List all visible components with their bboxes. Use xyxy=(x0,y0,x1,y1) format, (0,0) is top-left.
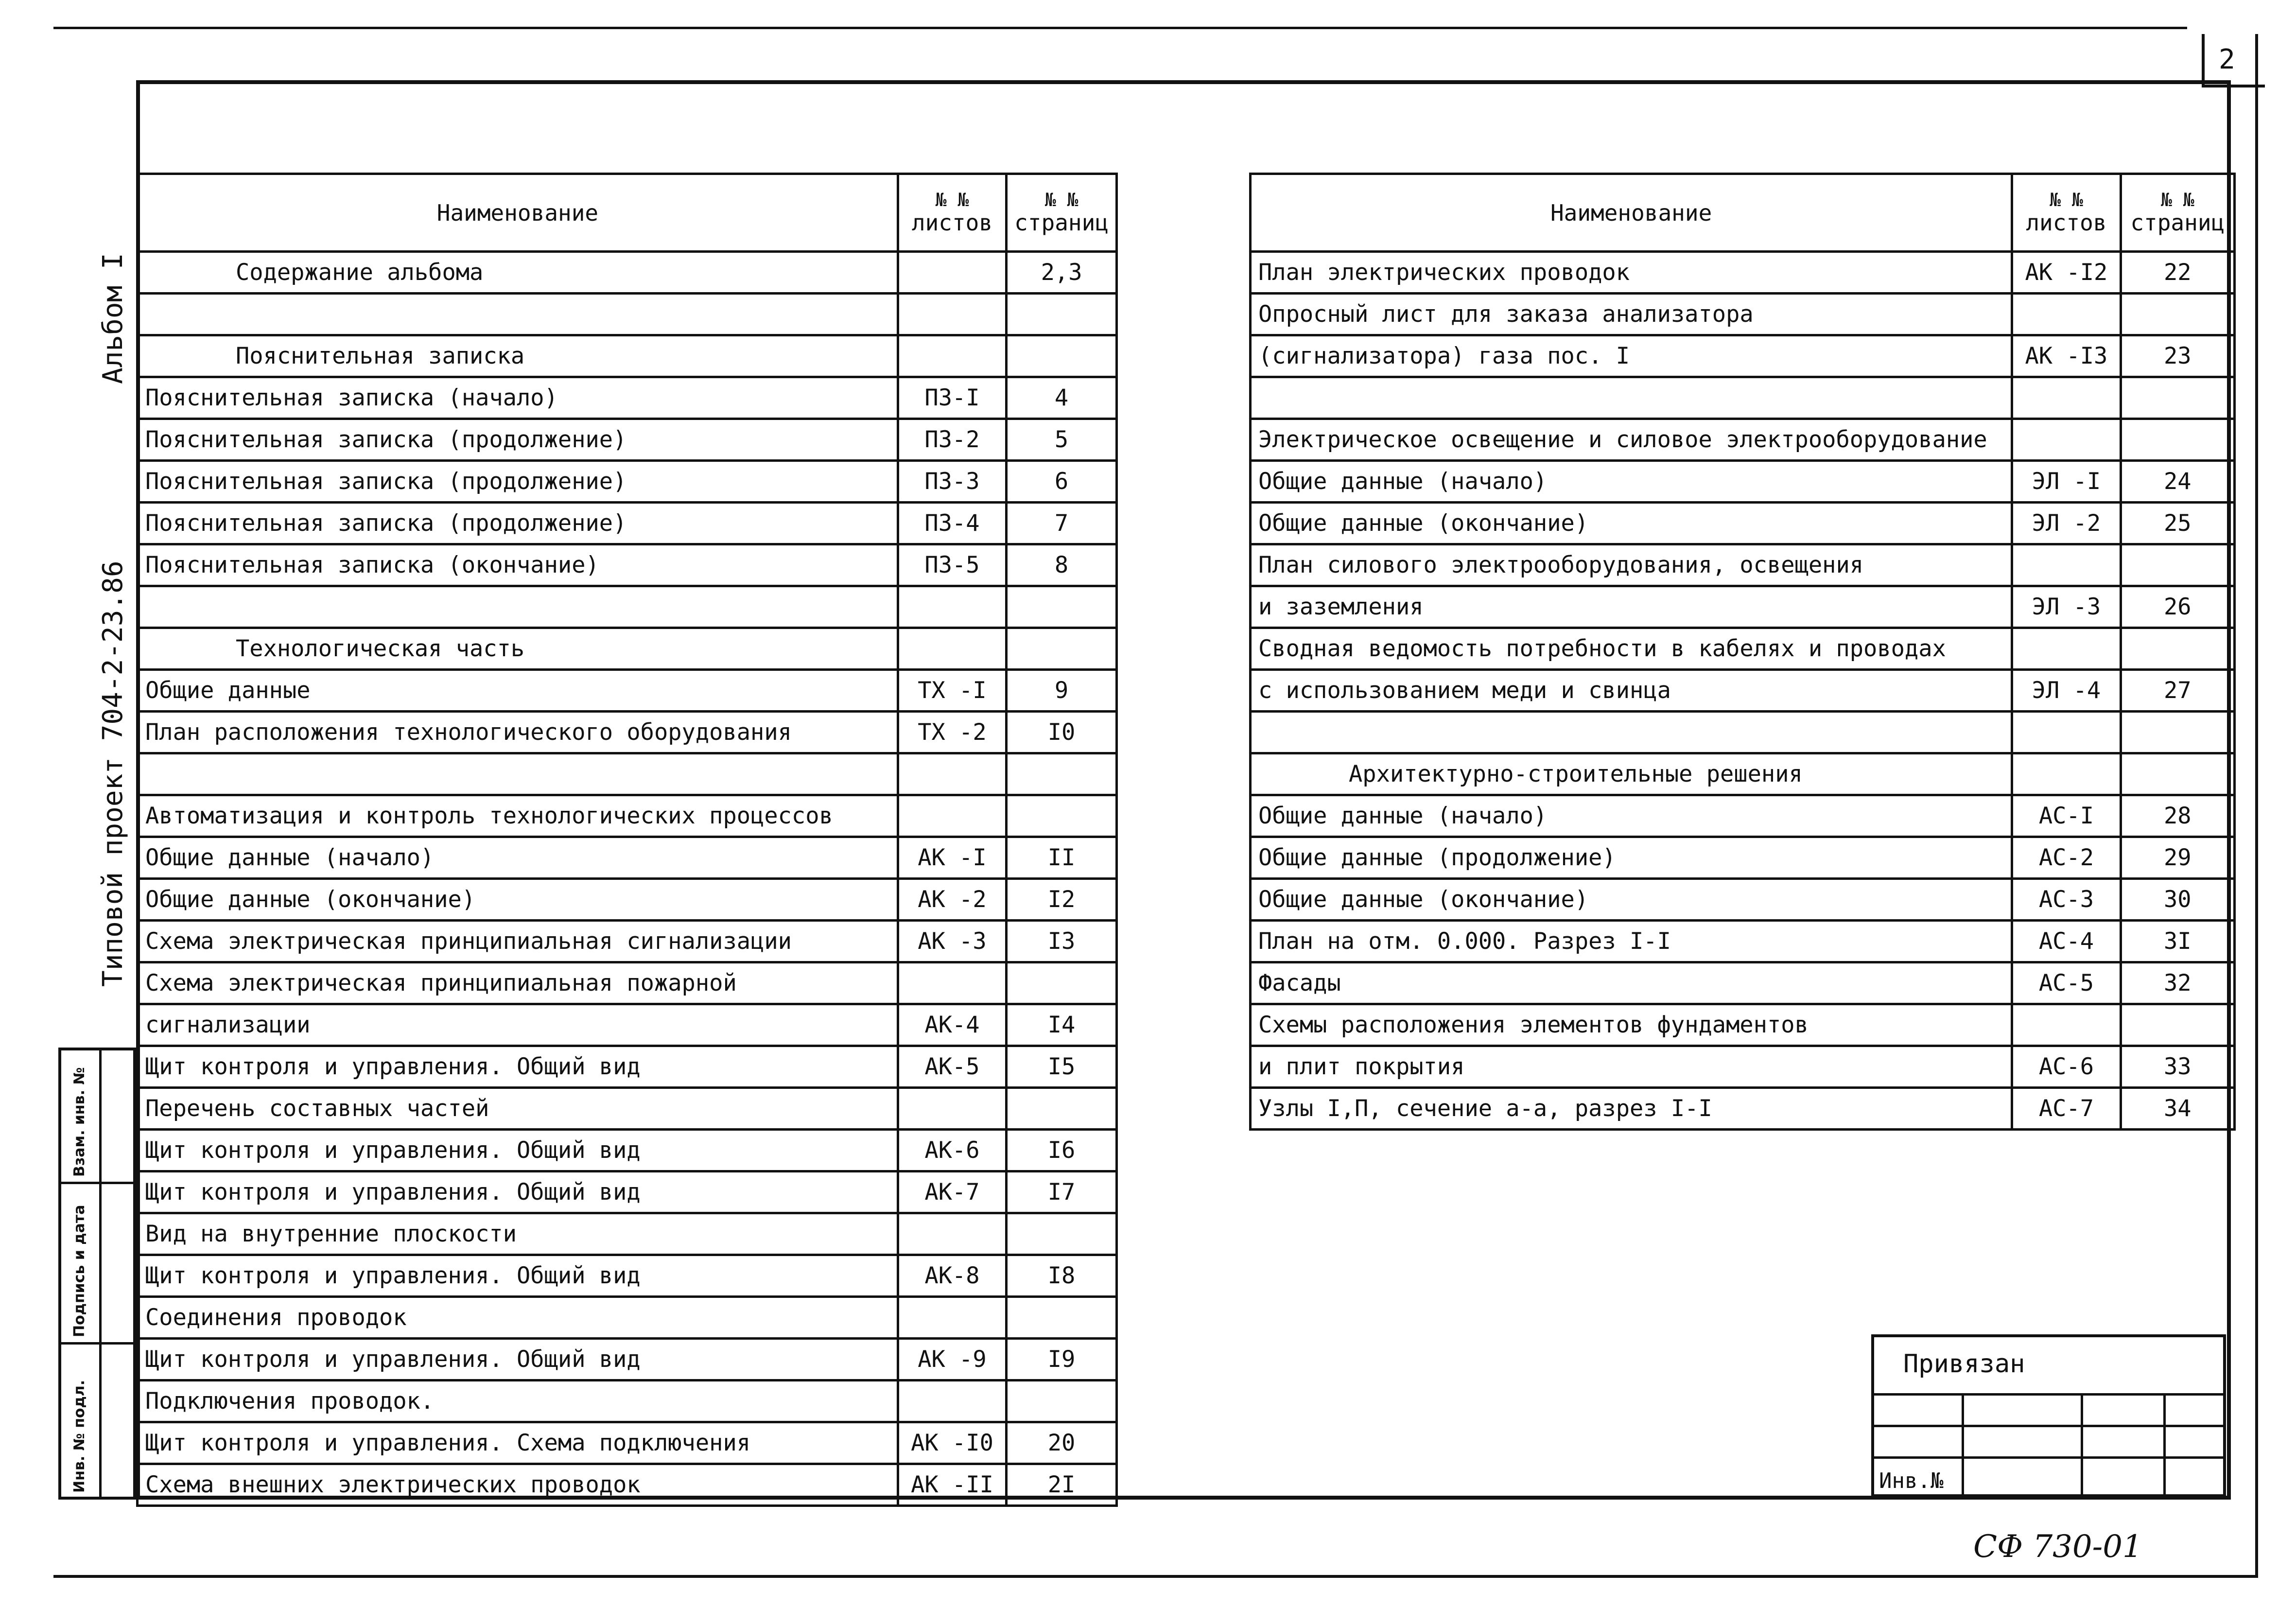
table-row xyxy=(1251,503,2235,544)
item-sheet: АС-4 xyxy=(2012,921,2121,962)
item-page xyxy=(1007,586,1117,628)
binding-col-3 xyxy=(2163,1393,2166,1498)
item-page: I4 xyxy=(1007,1004,1117,1046)
item-sheet: АК-6 xyxy=(898,1130,1006,1171)
table-row xyxy=(138,795,1117,837)
item-sheet xyxy=(2012,419,2121,461)
item-sheet: АК -I0 xyxy=(898,1422,1006,1464)
table-row xyxy=(138,628,1117,670)
item-name: (сигнализатора) газа пос. I xyxy=(1251,335,2012,377)
table-row xyxy=(138,712,1117,753)
item-name xyxy=(138,294,898,335)
item-sheet: ЭЛ -I xyxy=(2012,461,2121,503)
item-sheet: АК -II xyxy=(898,1464,1006,1506)
item-page xyxy=(2121,712,2234,753)
item-name: План расположения технологического оборудования xyxy=(138,712,898,753)
item-name: Опросный лист для заказа анализатора xyxy=(1251,294,2012,335)
item-sheet: АС-5 xyxy=(2012,962,2121,1004)
right-border-line xyxy=(2255,34,2258,1578)
item-name: и плит покрытия xyxy=(1251,1046,2012,1088)
item-name: Общие данные (окончание) xyxy=(1251,503,2012,544)
item-sheet: ЭЛ -4 xyxy=(2012,670,2121,712)
item-sheet xyxy=(2012,712,2121,753)
item-page xyxy=(2121,294,2234,335)
item-name: Схема электрическая принципиальная пожарной xyxy=(138,962,898,1004)
item-name: и заземления xyxy=(1251,586,2012,628)
header-pages-label: страниц xyxy=(1014,209,1109,236)
item-name: Соединения проводок xyxy=(138,1297,898,1339)
item-sheet xyxy=(898,1381,1006,1422)
item-page: 2,3 xyxy=(1007,252,1117,294)
item-page: I6 xyxy=(1007,1130,1117,1171)
item-sheet: АК -I2 xyxy=(2012,252,2121,294)
item-page: 8 xyxy=(1007,544,1117,586)
table-row xyxy=(138,1381,1117,1422)
item-sheet: АК-8 xyxy=(898,1255,1006,1297)
table-header-row xyxy=(1251,174,2235,252)
table-row xyxy=(1251,753,2235,795)
table-row xyxy=(138,461,1117,503)
table-row xyxy=(1251,544,2235,586)
item-page: II xyxy=(1007,837,1117,879)
header-sheets-label: листов xyxy=(911,209,993,236)
item-sheet: ПЗ-I xyxy=(898,377,1006,419)
table-row xyxy=(1251,1088,2235,1130)
left-table-body xyxy=(138,252,1117,1506)
table-row xyxy=(138,1088,1117,1130)
item-name: Содержание альбома xyxy=(138,252,898,294)
item-name: Пояснительная записка (начало) xyxy=(138,377,898,419)
item-name: План на отм. 0.000. Разрез I-I xyxy=(1251,921,2012,962)
table-row xyxy=(138,1004,1117,1046)
table-row xyxy=(1251,335,2235,377)
side-stamp xyxy=(58,1048,136,1500)
project-label: Типовой проект 704-2-23.86 xyxy=(97,560,129,987)
item-page: 25 xyxy=(2121,503,2234,544)
table-row xyxy=(138,670,1117,712)
item-page xyxy=(2121,419,2234,461)
stamp-label-2: Подпись и дата xyxy=(71,1205,88,1337)
item-name: Подключения проводок. xyxy=(138,1381,898,1422)
item-sheet: АК -9 xyxy=(898,1339,1006,1381)
item-sheet xyxy=(2012,544,2121,586)
item-page xyxy=(2121,377,2234,419)
item-name: Технологическая часть xyxy=(138,628,898,670)
item-sheet: ЭЛ -2 xyxy=(2012,503,2121,544)
item-page xyxy=(2121,753,2234,795)
table-row xyxy=(1251,670,2235,712)
header-name: Наименование xyxy=(138,174,898,252)
right-contents-table xyxy=(1249,173,2236,1131)
item-sheet: АС-3 xyxy=(2012,879,2121,921)
item-page: I2 xyxy=(1007,879,1117,921)
item-name: Общие данные xyxy=(138,670,898,712)
item-page: 3I xyxy=(2121,921,2234,962)
header-name: Наименование xyxy=(1251,174,2012,252)
table-row xyxy=(138,879,1117,921)
item-name: с использованием меди и свинца xyxy=(1251,670,2012,712)
header-pages-top: № № xyxy=(1044,189,1078,210)
table-row xyxy=(138,962,1117,1004)
binding-line-2 xyxy=(1874,1425,2223,1427)
item-page: 26 xyxy=(2121,586,2234,628)
item-page: I7 xyxy=(1007,1171,1117,1213)
table-row xyxy=(1251,419,2235,461)
item-page: 34 xyxy=(2121,1088,2234,1130)
item-sheet: АС-I xyxy=(2012,795,2121,837)
item-sheet xyxy=(2012,377,2121,419)
table-row xyxy=(1251,252,2235,294)
item-name: Электрическое освещение и силовое электрооборудование xyxy=(1251,419,2012,461)
item-name xyxy=(138,586,898,628)
item-page xyxy=(1007,962,1117,1004)
table-row xyxy=(138,753,1117,795)
header-pages xyxy=(2121,174,2234,252)
item-page: I0 xyxy=(1007,712,1117,753)
item-name: Сводная ведомость потребности в кабелях и проводах xyxy=(1251,628,2012,670)
item-page xyxy=(1007,335,1117,377)
item-page: 5 xyxy=(1007,419,1117,461)
item-name: Пояснительная записка (продолжение) xyxy=(138,503,898,544)
item-sheet xyxy=(898,962,1006,1004)
item-sheet xyxy=(898,586,1006,628)
table-row xyxy=(138,1297,1117,1339)
item-page: 7 xyxy=(1007,503,1117,544)
item-sheet xyxy=(898,335,1006,377)
table-row xyxy=(138,1130,1117,1171)
item-sheet xyxy=(898,628,1006,670)
item-name: Пояснительная записка (продолжение) xyxy=(138,461,898,503)
item-page: 27 xyxy=(2121,670,2234,712)
header-sheets-label: листов xyxy=(2026,209,2107,236)
table-row xyxy=(138,294,1117,335)
page-number: 2 xyxy=(2219,44,2235,75)
table-header-row xyxy=(138,174,1117,252)
header-pages xyxy=(1007,174,1117,252)
item-name: Общие данные (начало) xyxy=(1251,461,2012,503)
item-page: 20 xyxy=(1007,1422,1117,1464)
document-id: СФ 730-01 xyxy=(1973,1529,2142,1565)
item-name: Узлы I,П, сечение а-а, разрез I-I xyxy=(1251,1088,2012,1130)
item-sheet xyxy=(898,252,1006,294)
item-name: Фасады xyxy=(1251,962,2012,1004)
table-row xyxy=(138,1046,1117,1088)
item-sheet: АК-5 xyxy=(898,1046,1006,1088)
table-row xyxy=(138,1339,1117,1381)
item-name: Щит контроля и управления. Общий вид xyxy=(138,1171,898,1213)
item-sheet xyxy=(2012,753,2121,795)
item-page xyxy=(2121,544,2234,586)
item-page xyxy=(1007,294,1117,335)
album-label: Альбом I xyxy=(97,253,129,384)
item-sheet xyxy=(2012,628,2121,670)
stamp-label-3: Инв. № подл. xyxy=(71,1380,88,1493)
item-page: I8 xyxy=(1007,1255,1117,1297)
item-page: 30 xyxy=(2121,879,2234,921)
table-row xyxy=(138,335,1117,377)
item-name: Щит контроля и управления. Общий вид xyxy=(138,1255,898,1297)
table-row xyxy=(138,377,1117,419)
table-row xyxy=(1251,377,2235,419)
header-sheets xyxy=(898,174,1006,252)
item-sheet xyxy=(898,795,1006,837)
item-name: Щит контроля и управления. Общий вид xyxy=(138,1339,898,1381)
table-row xyxy=(138,586,1117,628)
item-page: 33 xyxy=(2121,1046,2234,1088)
item-name: Архитектурно-строительные решения xyxy=(1251,753,2012,795)
table-row xyxy=(1251,712,2235,753)
item-name: Общие данные (продолжение) xyxy=(1251,837,2012,879)
table-row xyxy=(1251,879,2235,921)
item-name: План силового электрооборудования, освещения xyxy=(1251,544,2012,586)
item-sheet: АК -3 xyxy=(898,921,1006,962)
item-page: I3 xyxy=(1007,921,1117,962)
item-sheet xyxy=(2012,1004,2121,1046)
item-name: Схема электрическая принципиальная сигнализации xyxy=(138,921,898,962)
item-sheet: АС-6 xyxy=(2012,1046,2121,1088)
item-page: 24 xyxy=(2121,461,2234,503)
item-sheet xyxy=(898,1297,1006,1339)
item-sheet: ПЗ-5 xyxy=(898,544,1006,586)
item-name: Щит контроля и управления. Схема подключения xyxy=(138,1422,898,1464)
table-row xyxy=(1251,795,2235,837)
item-name: Перечень составных частей xyxy=(138,1088,898,1130)
table-row xyxy=(138,921,1117,962)
table-row xyxy=(138,503,1117,544)
item-sheet: АК-7 xyxy=(898,1171,1006,1213)
left-contents-table xyxy=(136,173,1118,1507)
header-sheets-top: № № xyxy=(935,189,969,210)
item-page xyxy=(2121,1004,2234,1046)
item-page xyxy=(1007,1381,1117,1422)
item-page: I9 xyxy=(1007,1339,1117,1381)
table-row xyxy=(138,419,1117,461)
item-sheet xyxy=(898,294,1006,335)
item-page xyxy=(1007,1297,1117,1339)
item-page xyxy=(2121,628,2234,670)
item-page: 23 xyxy=(2121,335,2234,377)
item-sheet: ПЗ-4 xyxy=(898,503,1006,544)
table-row xyxy=(1251,962,2235,1004)
item-name: Схемы расположения элементов фундаментов xyxy=(1251,1004,2012,1046)
item-sheet: ПЗ-2 xyxy=(898,419,1006,461)
item-page xyxy=(1007,628,1117,670)
header-pages-label: страниц xyxy=(2130,209,2225,236)
right-table-body xyxy=(1251,252,2235,1130)
item-page: 9 xyxy=(1007,670,1117,712)
item-name: Пояснительная записка xyxy=(138,335,898,377)
item-sheet: АК -I xyxy=(898,837,1006,879)
binding-block xyxy=(1871,1334,2226,1497)
item-name: Общие данные (начало) xyxy=(138,837,898,879)
binding-col-2 xyxy=(2081,1393,2083,1498)
item-page xyxy=(1007,1213,1117,1255)
item-name: Автоматизация и контроль технологических процессов xyxy=(138,795,898,837)
header-sheets-top: № № xyxy=(2050,189,2083,210)
table-row xyxy=(138,1464,1117,1506)
item-sheet: ЭЛ -3 xyxy=(2012,586,2121,628)
item-name xyxy=(1251,712,2012,753)
table-row xyxy=(1251,921,2235,962)
binding-line-3 xyxy=(1874,1456,2223,1459)
table-row xyxy=(138,837,1117,879)
item-name: Вид на внутренние плоскости xyxy=(138,1213,898,1255)
table-row xyxy=(138,1255,1117,1297)
item-name: Щит контроля и управления. Общий вид xyxy=(138,1046,898,1088)
item-sheet: АК-4 xyxy=(898,1004,1006,1046)
item-sheet: ПЗ-3 xyxy=(898,461,1006,503)
table-row xyxy=(1251,837,2235,879)
header-sheets xyxy=(2012,174,2121,252)
table-row xyxy=(138,1213,1117,1255)
binding-line-1 xyxy=(1874,1393,2223,1396)
top-border-line xyxy=(53,27,2187,29)
table-row xyxy=(138,1171,1117,1213)
table-row xyxy=(138,252,1117,294)
item-page: 4 xyxy=(1007,377,1117,419)
table-row xyxy=(1251,1004,2235,1046)
table-row xyxy=(1251,1046,2235,1088)
item-page xyxy=(1007,753,1117,795)
item-sheet: ТХ -2 xyxy=(898,712,1006,753)
item-sheet: ТХ -I xyxy=(898,670,1006,712)
stamp-label-1: Взам. инв. № xyxy=(71,1067,88,1177)
table-row xyxy=(1251,461,2235,503)
item-name: Общие данные (окончание) xyxy=(1251,879,2012,921)
item-page: 6 xyxy=(1007,461,1117,503)
item-name xyxy=(138,753,898,795)
item-sheet: АК -I3 xyxy=(2012,335,2121,377)
item-name xyxy=(1251,377,2012,419)
header-pages-top: № № xyxy=(2160,189,2194,210)
item-sheet xyxy=(898,753,1006,795)
item-name: Пояснительная записка (продолжение) xyxy=(138,419,898,461)
table-row xyxy=(138,544,1117,586)
item-name: Схема внешних электрических проводок xyxy=(138,1464,898,1506)
binding-inv-label: Инв.№ xyxy=(1879,1468,1944,1493)
item-sheet: АС-7 xyxy=(2012,1088,2121,1130)
bottom-border-line xyxy=(53,1575,2255,1578)
item-name: Пояснительная записка (окончание) xyxy=(138,544,898,586)
item-page xyxy=(1007,1088,1117,1130)
table-row xyxy=(1251,628,2235,670)
item-sheet: АС-2 xyxy=(2012,837,2121,879)
item-page: 22 xyxy=(2121,252,2234,294)
binding-title: Привязан xyxy=(1903,1349,2025,1379)
item-name: Щит контроля и управления. Общий вид xyxy=(138,1130,898,1171)
item-sheet xyxy=(898,1088,1006,1130)
item-sheet xyxy=(2012,294,2121,335)
binding-col-1 xyxy=(1962,1393,1964,1498)
item-name: Общие данные (начало) xyxy=(1251,795,2012,837)
item-sheet: АК -2 xyxy=(898,879,1006,921)
item-page: 28 xyxy=(2121,795,2234,837)
item-name: Общие данные (окончание) xyxy=(138,879,898,921)
item-page: 2I xyxy=(1007,1464,1117,1506)
table-row xyxy=(1251,294,2235,335)
item-name: План электрических проводок xyxy=(1251,252,2012,294)
item-page xyxy=(1007,795,1117,837)
table-row xyxy=(138,1422,1117,1464)
table-row xyxy=(1251,586,2235,628)
item-page: 32 xyxy=(2121,962,2234,1004)
item-page: 29 xyxy=(2121,837,2234,879)
item-page: I5 xyxy=(1007,1046,1117,1088)
item-sheet xyxy=(898,1213,1006,1255)
item-name: сигнализации xyxy=(138,1004,898,1046)
